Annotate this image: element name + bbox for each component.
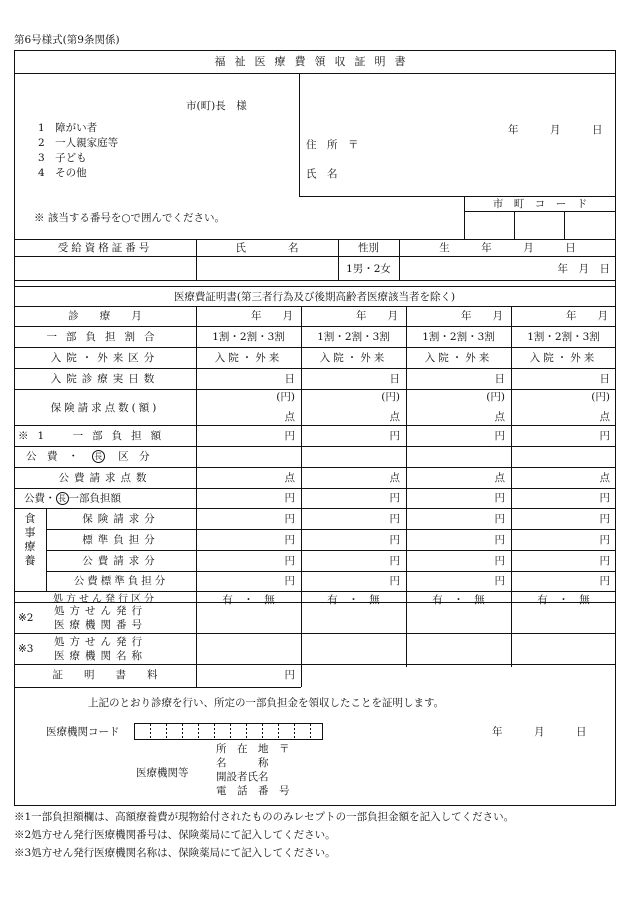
- row-label-public-points: 公費請求点数: [58, 472, 152, 484]
- meal-standard-cell[interactable]: 円: [389, 534, 400, 546]
- rx2-mark: ※2: [18, 612, 34, 624]
- meal-standard-cell[interactable]: 円: [284, 534, 295, 546]
- month-cell[interactable]: 年 月: [251, 310, 293, 322]
- copay-cell[interactable]: 円: [494, 430, 505, 442]
- applicant-name[interactable]: 氏 名: [306, 168, 338, 180]
- institution-phone[interactable]: 電 話 番 号: [216, 785, 290, 797]
- institution-founder[interactable]: 開設者氏名: [216, 771, 269, 783]
- meal-public-standard-cell[interactable]: 円: [389, 575, 400, 587]
- points-yen-cell[interactable]: (円): [486, 391, 505, 403]
- footnote: ※3処方せん発行医療機関名称は、保険薬局にて記入してください。: [14, 847, 336, 859]
- month-cell[interactable]: 年 月: [356, 310, 398, 322]
- institution-address[interactable]: 所 在 地 〒: [216, 743, 290, 755]
- institution-code-input[interactable]: [134, 723, 323, 740]
- public-points-cell[interactable]: 点: [494, 472, 505, 484]
- row-label-copay: ※1 一部負担額: [18, 430, 171, 442]
- ratio-cell[interactable]: 1割・2割・3割: [212, 331, 285, 343]
- days-cell[interactable]: 日: [284, 373, 295, 385]
- rx-issue-cell[interactable]: 有 ・ 無: [432, 594, 485, 606]
- rx3-label-line1: 処方せん発行: [54, 636, 147, 648]
- row-label-month: 診 療 月: [68, 310, 142, 322]
- section-title: 医療費証明書(第三者行為及び後期高齢者医療該当者を除く): [173, 291, 456, 303]
- meal-public-cell[interactable]: 円: [599, 555, 610, 567]
- name-header: 氏 名: [235, 242, 299, 254]
- rx-issue-cell[interactable]: 有 ・ 無: [327, 594, 380, 606]
- copay-cell[interactable]: 円: [599, 430, 610, 442]
- points-yen-cell[interactable]: (円): [381, 391, 400, 403]
- rx2-label-line2: 医療機関番号: [54, 619, 147, 631]
- sex-header: 性別: [358, 242, 379, 254]
- category-item[interactable]: 2 一人親家庭等: [38, 137, 119, 149]
- city-code-label: 市 町 コ ー ド: [492, 198, 588, 210]
- footnote: ※2処方せん発行医療機関番号は、保険薬局にて記入してください。: [14, 829, 336, 841]
- category-item[interactable]: 4 その他: [38, 167, 87, 179]
- row-label-public-copay: [24, 492, 121, 505]
- meal-group-label: 食事療養: [24, 512, 36, 567]
- rx2-label-line1: 処方せん発行: [54, 605, 147, 617]
- copay-cell[interactable]: 円: [284, 430, 295, 442]
- sex-value[interactable]: 1男・2女: [346, 263, 391, 275]
- visit-cell[interactable]: 入院・外来: [319, 352, 388, 364]
- row-label-meal-insurance: 保険請求分: [82, 513, 160, 525]
- public-copay-cell[interactable]: 円: [284, 492, 295, 504]
- cert-number-header: 受給資格証番号: [57, 242, 153, 254]
- row-label-meal-standard: 標準負担分: [82, 534, 160, 546]
- days-cell[interactable]: 日: [494, 373, 505, 385]
- row-label-public-class: [26, 450, 150, 463]
- row-label-meal-public: 公費請求分: [82, 555, 160, 567]
- row-label-ratio: 一部負担割合: [46, 331, 164, 343]
- month-cell[interactable]: 年 月: [566, 310, 608, 322]
- points-unit-cell[interactable]: 点: [599, 411, 610, 423]
- copay-cell[interactable]: 円: [389, 430, 400, 442]
- addressee: 市(町)長 様: [186, 100, 247, 112]
- row-label-cert-fee: 証 明 書 料: [52, 669, 158, 681]
- meal-public-cell[interactable]: 円: [494, 555, 505, 567]
- ratio-cell[interactable]: 1割・2割・3割: [527, 331, 600, 343]
- meal-insurance-cell[interactable]: 円: [599, 513, 610, 525]
- row-label-points: 保険請求点数(額): [50, 402, 160, 414]
- public-points-cell[interactable]: 点: [284, 472, 295, 484]
- points-unit-cell[interactable]: 点: [389, 411, 400, 423]
- points-unit-cell[interactable]: 点: [284, 411, 295, 423]
- meal-insurance-cell[interactable]: 円: [494, 513, 505, 525]
- form-title: 福祉医療費領収証明書: [214, 55, 415, 68]
- elder-circle-mark: 長: [92, 450, 105, 463]
- rx-issue-cell[interactable]: 有 ・ 無: [222, 594, 275, 606]
- applicant-address[interactable]: 住 所 〒: [306, 139, 359, 151]
- ratio-cell[interactable]: 1割・2割・3割: [317, 331, 390, 343]
- meal-public-cell[interactable]: 円: [284, 555, 295, 567]
- public-points-cell[interactable]: 点: [389, 472, 400, 484]
- footnote: ※1一部負担額欄は、高額療養費が現物給付されたもののみレセプトの一部負担金額を記入してください。: [14, 811, 515, 823]
- institution-date[interactable]: 年 月 日: [492, 726, 587, 738]
- meal-standard-cell[interactable]: 円: [494, 534, 505, 546]
- cert-fee-cell[interactable]: 円: [284, 669, 295, 681]
- applicant-date[interactable]: 年 月 日: [508, 124, 603, 136]
- meal-insurance-cell[interactable]: 円: [389, 513, 400, 525]
- days-cell[interactable]: 日: [599, 373, 610, 385]
- row-label-visit: 入院・外来区分: [50, 352, 160, 364]
- row-label-rx-issue: 処方せん発行区分: [53, 594, 157, 605]
- points-yen-cell[interactable]: (円): [276, 391, 295, 403]
- form-label: 第6号様式(第9条関係): [14, 34, 120, 46]
- institution-label: 医療機関等: [136, 767, 189, 779]
- days-cell[interactable]: 日: [389, 373, 400, 385]
- row-label-days: 入院診療実日数: [50, 373, 160, 385]
- meal-public-standard-cell[interactable]: 円: [599, 575, 610, 587]
- circle-instruction: ※ 該当する番号を○で囲んでください。: [34, 212, 225, 224]
- meal-public-cell[interactable]: 円: [389, 555, 400, 567]
- visit-cell[interactable]: 入院・外来: [424, 352, 493, 364]
- points-unit-cell[interactable]: 点: [494, 411, 505, 423]
- declaration: 上記のとおり診療を行い、所定の一部負担金を領収したことを証明します。: [88, 697, 445, 709]
- row-label-public-class-pre: 公 費 ・: [26, 450, 79, 463]
- rx3-mark: ※3: [18, 643, 34, 655]
- institution-name[interactable]: 名 称: [216, 757, 269, 769]
- category-item[interactable]: 3 子ども: [38, 152, 87, 164]
- row-label-public-copay-pre: 公費・: [24, 492, 56, 505]
- row-label-meal-public-standard: 公費標準負担分: [73, 575, 169, 587]
- row-label-public-copay-post: 一部負担額: [68, 492, 121, 505]
- points-yen-cell[interactable]: (円): [591, 391, 610, 403]
- rx-issue-cell[interactable]: 有 ・ 無: [537, 594, 590, 606]
- public-points-cell[interactable]: 点: [599, 472, 610, 484]
- public-copay-cell[interactable]: 円: [599, 492, 610, 504]
- meal-standard-cell[interactable]: 円: [599, 534, 610, 546]
- month-cell[interactable]: 年 月: [461, 310, 503, 322]
- meal-insurance-cell[interactable]: 円: [284, 513, 295, 525]
- row-label-public-class-post: 区 分: [118, 450, 150, 463]
- public-copay-cell[interactable]: 円: [494, 492, 505, 504]
- elder-circle-mark: 長: [56, 492, 69, 505]
- birth-value[interactable]: 年 月 日: [557, 263, 610, 275]
- birth-header: 生 年 月 日: [439, 242, 576, 254]
- meal-public-standard-cell[interactable]: 円: [494, 575, 505, 587]
- rx3-label-line2: 医療機関名称: [54, 650, 147, 662]
- visit-cell[interactable]: 入院・外来: [529, 352, 598, 364]
- institution-code-label: 医療機関コード: [46, 726, 120, 738]
- public-copay-cell[interactable]: 円: [389, 492, 400, 504]
- ratio-cell[interactable]: 1割・2割・3割: [422, 331, 495, 343]
- category-item[interactable]: 1 障がい者: [38, 122, 98, 134]
- visit-cell[interactable]: 入院・外来: [214, 352, 283, 364]
- meal-public-standard-cell[interactable]: 円: [284, 575, 295, 587]
